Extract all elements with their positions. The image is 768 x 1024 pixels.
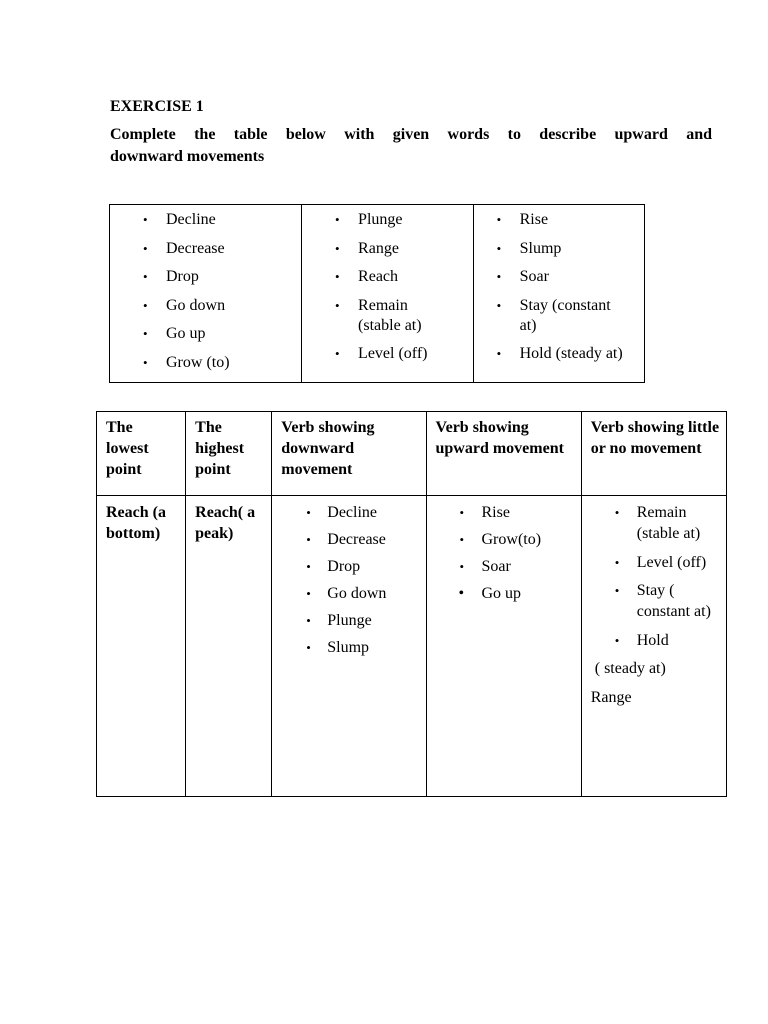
header-no-movement: Verb showing little or no movement — [581, 412, 726, 496]
header-lowest-point: The lowest point — [97, 412, 186, 496]
instruction-line-1: Complete the table below with given words to describe upward and — [110, 126, 712, 143]
bullet-icon: • — [306, 559, 311, 574]
bullet-icon: • — [306, 505, 311, 520]
bullet-icon: • — [459, 532, 465, 547]
bullet-icon: • — [143, 354, 148, 370]
list-item: • Range — [335, 239, 399, 257]
list-item: • Drop — [306, 558, 361, 575]
list-item: • Decline — [306, 504, 378, 521]
list-item: • Rise — [459, 504, 510, 521]
bullet-icon: • — [614, 632, 620, 648]
bullet-icon: • — [143, 269, 148, 284]
no-movement-extra-2: Range — [590, 689, 632, 706]
bullet-icon: • — [496, 212, 502, 227]
header-highest-point: The highest point — [186, 412, 272, 496]
list-item: • Plunge — [335, 211, 403, 228]
list-item: • Slump — [306, 639, 370, 656]
list-item: • Go down — [143, 296, 226, 314]
cell-upward-movement — [426, 496, 581, 797]
bullet-icon: • — [335, 346, 340, 361]
exercise-title: EXERCISE 1 — [110, 98, 204, 115]
list-item: • Level (off) — [335, 345, 428, 362]
list-item: • Soar — [459, 558, 511, 575]
bullet-icon: • — [335, 212, 340, 227]
bullet-icon: • — [335, 297, 340, 313]
word-bank-col-2 — [302, 205, 474, 383]
bullet-icon: • — [614, 505, 620, 520]
list-item: • Go up — [143, 325, 206, 342]
header-downward-movement: Verb showing downward movement — [272, 412, 426, 496]
list-item: • Grow (to) — [143, 353, 230, 371]
list-item: • Stay ( constant at) — [614, 582, 711, 620]
bullet-icon: • — [143, 297, 148, 313]
list-item: • Hold (steady at) — [496, 345, 623, 362]
word-bank-col-3 — [473, 205, 644, 383]
list-item: • Soar — [496, 268, 549, 285]
bullet-icon: • — [306, 532, 311, 547]
list-item: • Drop — [143, 268, 199, 285]
list-item: • Level (off) — [614, 553, 707, 571]
bullet-icon: • — [496, 346, 502, 361]
bullet-icon: • — [458, 585, 465, 602]
list-item: • Decrease — [143, 239, 225, 257]
header-upward-movement: Verb showing upward movement — [426, 412, 581, 496]
list-item: • Decrease — [306, 531, 386, 548]
bullet-icon: • — [614, 554, 620, 570]
bullet-icon: • — [306, 640, 311, 655]
no-movement-extra-1: ( steady at) — [590, 660, 666, 677]
bullet-icon: • — [614, 583, 620, 598]
cell-lowest-point: Reach (a bottom) — [97, 496, 186, 797]
bullet-icon: • — [459, 559, 465, 574]
list-item: • Remain (stable at) — [335, 296, 422, 334]
word-bank-table — [109, 204, 645, 383]
list-item: • Stay (constant at) — [496, 296, 611, 334]
list-item: • Plunge — [306, 612, 372, 629]
list-item: • Grow(to) — [459, 531, 542, 548]
list-item: • Rise — [496, 211, 549, 228]
bullet-icon: • — [306, 613, 311, 628]
cell-downward-movement — [272, 496, 426, 797]
list-item: • Go up — [458, 585, 522, 602]
instruction-line-2: downward movements — [110, 148, 265, 165]
bullet-icon: • — [496, 240, 502, 256]
list-item: • Reach — [335, 268, 399, 285]
list-item: • Go down — [306, 585, 387, 602]
bullet-icon: • — [143, 240, 148, 256]
bullet-icon: • — [143, 212, 148, 227]
list-item: • Decline — [143, 211, 216, 228]
bullet-icon: • — [496, 297, 502, 313]
bullet-icon: • — [459, 505, 465, 520]
bullet-icon: • — [143, 326, 148, 341]
answer-table — [96, 411, 727, 797]
bullet-icon: • — [496, 269, 502, 284]
list-item: • Hold — [614, 631, 669, 649]
list-item: • Slump — [496, 239, 562, 257]
bullet-icon: • — [335, 240, 340, 256]
bullet-icon: • — [335, 269, 340, 284]
cell-highest-point: Reach( a peak) — [186, 496, 272, 797]
cell-no-movement — [581, 496, 726, 797]
instruction-text — [110, 124, 712, 168]
list-item: • Remain (stable at) — [614, 504, 701, 542]
word-bank-col-1 — [110, 205, 302, 383]
bullet-icon: • — [306, 586, 311, 601]
